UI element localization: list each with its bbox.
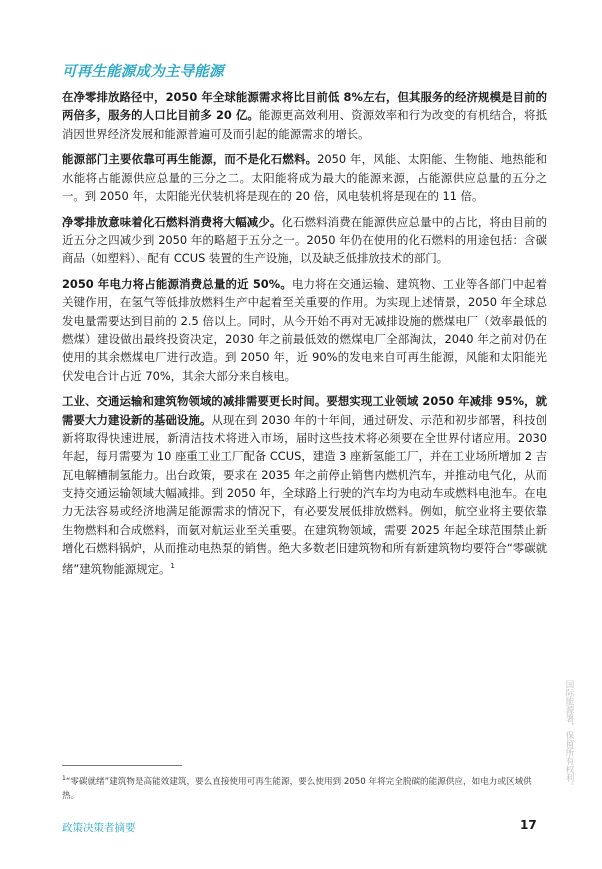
paragraph-1-lead: 在净零排放路径中，2050 年全球能源需求将比目前低 8%左右，但其服务的经济规模是目前的两倍多，服务的人口比目前多 20 亿。 xyxy=(62,90,547,123)
body-text xyxy=(62,88,547,586)
copyright-watermark: 国际能源署，保留所有权利。 xyxy=(564,680,574,791)
paragraph-3 xyxy=(62,213,547,268)
page-number: 17 xyxy=(520,818,537,832)
footnote-reference[interactable]: 1 xyxy=(170,562,175,571)
footnote-marker: 1 xyxy=(62,775,66,782)
paragraph-4 xyxy=(62,275,547,385)
paragraph-3-text: 化石燃料消费在能源供应总量中的占比，将由目前的近五分之四减少到 2050 年的略超于五分之一。2050 年仍在使用的化石燃料的用途包括：含碳商品（如塑料）、配有 CCUS 装置的生产设施，以及缺乏低排放技术的部门。 xyxy=(62,214,547,266)
paragraph-1 xyxy=(62,88,547,143)
footnote-text: “零碳就绪”建筑物是高能效建筑，要么直接使用可再生能源，要么使用到 2050 年将完全脱碳的能源供应，如电力或区域供热。 xyxy=(62,776,532,801)
footnote xyxy=(62,772,542,803)
paragraph-4-lead: 2050 年电力将占能源消费总量的近 50%。 xyxy=(62,277,292,292)
paragraph-2-lead: 能源部门主要依靠可再生能源，而不是化石燃料。 xyxy=(62,152,318,167)
footer-label: 政策决策者摘要 xyxy=(62,822,136,834)
paragraph-4-text: 电力将在交通运输、建筑物、工业等各部门中起着关键作用，在氢气等低排放燃料生产中起着至关重要的作用。为实现上述情景，2050 年全球总发电量需要达到目前的 2.5 倍以上。同时，从今开始不再对无减排设施的燃煤电厂（效率最低的燃煤）建设做出最终投资决定，2030 年之前最低效的燃煤电厂全部淘汰，2040 年之前对仍在使用的其余燃煤电厂进行改造。到 2050 年，近 90%的发电来自可再生能源，风能和太阳能光伏发电合计占近 70%，其余大部分来自核电。 xyxy=(62,277,547,383)
paragraph-2 xyxy=(62,150,547,205)
paragraph-5-text: 从现在到 2030 年的十年间，通过研发、示范和初步部署，科技创新将取得快速进展，新清洁技术将进入市场，届时这些技术将必须要在全世界付诸应用。2030 年起，每月需要为 10 座重工业工厂配备 CCUS，建造 3 座新氢能工厂，并在工业场所增加 2 吉瓦电解槽制氢能力。出台政策，要求在 2035 年之前停止销售内燃机汽车，并推动电气化，从而支持交通运输领域大幅减排。到 2050 年，全球路上行驶的汽车均为电动车或燃料电池车。在电力无法容易或经济地满足能源需求的情况下，有必要发展低排放燃料。例如，航空业将主要依靠生物燃料和合成燃料，而氨对航运业至关重要。在建筑物领域，需要 2025 年起全球范围禁止新增化石燃料锅炉，从而推动电热泵的销售。绝大多数老旧建筑物和所有新建筑物均要符合“零碳就绪”建筑物能源规定。 xyxy=(62,412,547,576)
footnote-divider xyxy=(62,765,182,766)
paragraph-5 xyxy=(62,392,547,578)
paragraph-5-lead: 工业、交通运输和建筑物领域的减排需要更长时间。要想实现工业领域 2050 年减排 95%，就需要大力建设新的基础设施。 xyxy=(62,394,547,427)
paragraph-3-lead: 净零排放意味着化石燃料消费将大幅减少。 xyxy=(62,214,282,229)
section-heading: 可再生能源成为主导能源 xyxy=(62,64,224,80)
paragraph-1-text: 能源更高效利用、资源效率和行为改变的有机结合，将抵消因世界经济发展和能源普遍可及而引起的能源需求的增长。 xyxy=(62,108,547,141)
paragraph-2-text: 2050 年，风能、太阳能、生物能、地热能和水能将占能源供应总量的三分之二。太阳能将成为最大的能源来源，占能源供应总量的五分之一。到 2050 年，太阳能光伏装机将是现在的 20 倍，风电装机将是现在的 11 倍。 xyxy=(62,152,547,203)
